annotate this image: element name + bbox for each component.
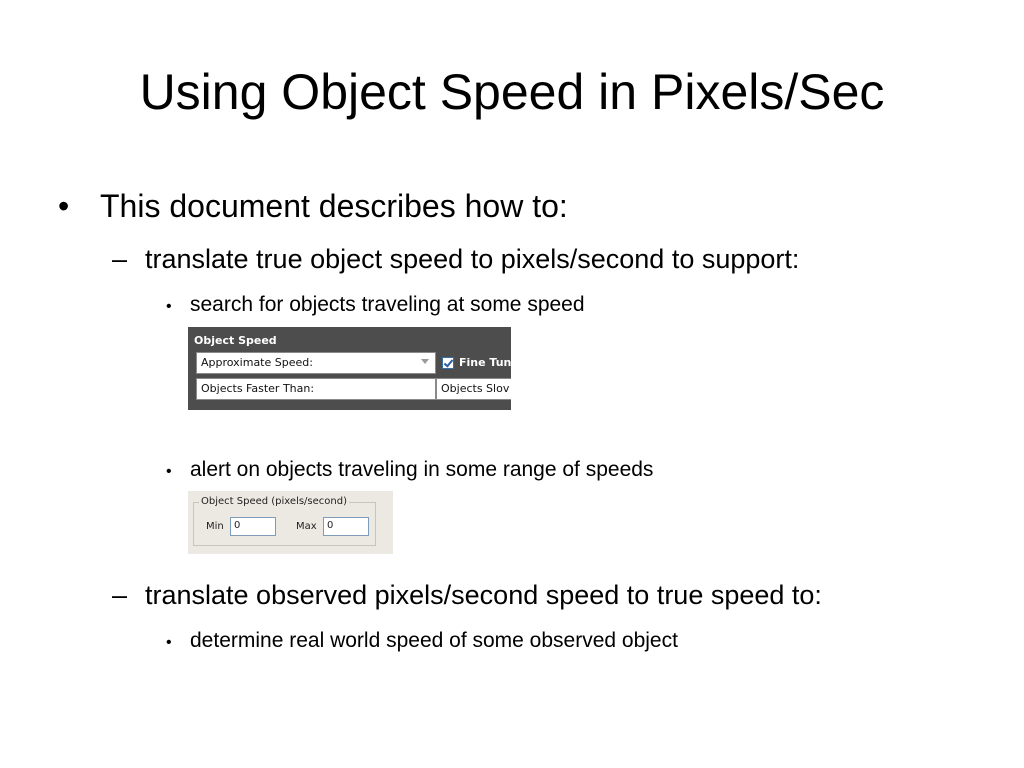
object-speed-panel-screenshot (188, 327, 511, 410)
bullet-alert (166, 458, 653, 482)
objects-slower-than-field: Objects Slov (436, 378, 511, 400)
pixels-per-second-panel-screenshot (188, 491, 393, 554)
bullet-translate-true-text: translate true object speed to pixels/second to support: (145, 244, 800, 274)
approximate-speed-value: Approximate Speed: (201, 356, 313, 369)
max-speed-input: 0 (323, 517, 369, 536)
fine-tune-checkbox (442, 356, 511, 369)
dash-marker: – (112, 580, 128, 610)
slide-title: Using Object Speed in Pixels/Sec (139, 64, 885, 120)
bullet-translate-true (112, 244, 799, 275)
pixels-per-second-group-label: Object Speed (pixels/second) (201, 496, 347, 507)
min-label: Min (206, 521, 224, 532)
bullet-alert-text: alert on objects traveling in some range of speeds (190, 458, 654, 481)
bullet-translate-observed-text: translate observed pixels/second speed to true speed to: (145, 580, 822, 610)
bullet-search-text: search for objects traveling at some speed (190, 293, 585, 316)
bullet-determine (166, 629, 678, 653)
bullet-marker: • (166, 298, 172, 315)
bullet-intro (58, 188, 568, 225)
fine-tune-label: Fine Tun (459, 356, 511, 369)
bullet-marker: • (166, 463, 172, 480)
bullet-search (166, 293, 585, 317)
bullet-intro-text: This document describes how to: (100, 188, 568, 224)
checkbox-checked-icon (442, 357, 454, 369)
bullet-translate-observed (112, 580, 822, 611)
bullet-determine-text: determine real world speed of some observed object (190, 629, 678, 652)
max-label: Max (296, 521, 317, 532)
object-speed-header: Object Speed (194, 334, 277, 347)
chevron-down-icon (421, 359, 429, 364)
approximate-speed-select (196, 352, 436, 374)
min-speed-input: 0 (230, 517, 276, 536)
bullet-marker: • (166, 634, 172, 651)
objects-faster-than-field: Objects Faster Than: (196, 378, 436, 400)
dash-marker: – (112, 244, 128, 274)
bullet-marker: • (58, 188, 70, 224)
